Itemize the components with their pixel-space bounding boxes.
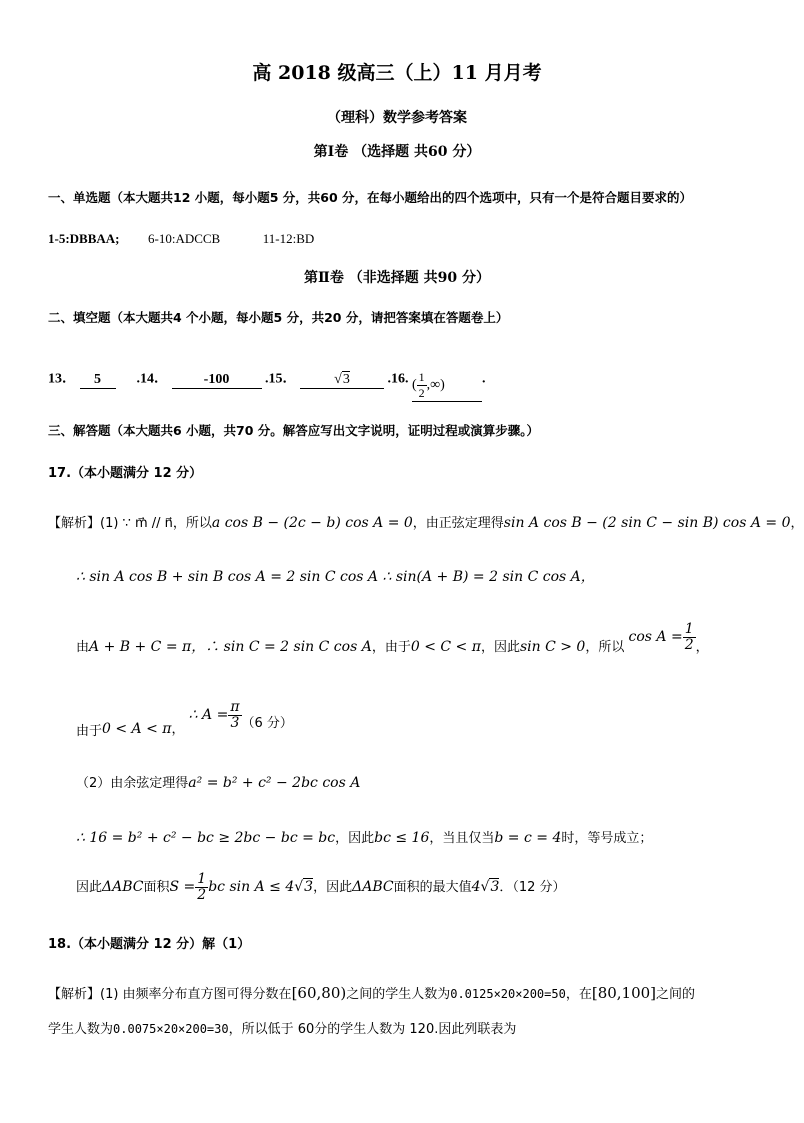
q17-line-2: ∴ sin A cos B + sin B cos A = 2 sin C cos A ∴ sin(A + B) = 2 sin C cos A， bbox=[76, 569, 595, 585]
q13-answer: 5 bbox=[80, 372, 116, 389]
q18-line-1: 【解析】(1) 由频率分布直方图可得分数在[60,80)之间的学生人数为0.0125×20×200=50，在[80,100]之间的 bbox=[48, 984, 696, 1002]
q17-line-6: ∴ 16 = b² + c² − bc ≥ 2bc − bc = bc，因此bc ≤ 16，当且仅当b = c = 4时，等号成立； bbox=[76, 830, 653, 846]
q17-line-3: 由A + B + C = π，∴ sin C = 2 sin C cos A，由于0 < C < π，因此sin C > 0，所以 cos A = $\frac{1}{2}$ ， bbox=[76, 621, 709, 655]
choice-answers bbox=[48, 231, 314, 247]
page-subtitle: （理科）数学参考答案 bbox=[327, 110, 467, 126]
answers-1-5: 1-5:DBBAA; bbox=[48, 231, 120, 246]
q16-answer: ( $\frac{1}{2}$ ,∞) bbox=[412, 370, 482, 402]
q17-line-4: 由于0 < A < π， ∴ A = $\frac{\pi}{3}$ （6 分） bbox=[76, 699, 293, 739]
section-2-heading: 二、填空题（本大题共4 个小题，每小题5 分，共20 分，请把答案填在答题卷上） bbox=[48, 310, 509, 325]
volume-2-heading: 第Ⅱ卷 （非选择题 共90 分） bbox=[304, 270, 490, 286]
q18-line-2: 学生人数为0.0075×20×200=30，所以低于 60分的学生人数为 120.因此列联表为 bbox=[48, 1022, 517, 1037]
section-3-heading: 三、解答题（本大题共6 小题，共70 分。解答应写出文字说明，证明过程或演算步骤。） bbox=[48, 423, 540, 438]
q17-line-5: （2）由余弦定理得a² = b² + c² − 2bc cos A bbox=[76, 775, 361, 791]
volume-1-heading: 第Ⅰ卷 （选择题 共60 分） bbox=[313, 144, 481, 160]
fill-answers: 13． 5 .14． -100 .15． √3 .16. ( $\frac{1}{2}$ ,∞) . bbox=[48, 370, 486, 400]
section-1-heading: 一、单选题（本大题共12 小题，每小题5 分，共60 分，在每小题给出的四个选项中，只有一个是符合题目要求的） bbox=[48, 190, 693, 205]
q16-label: .16. bbox=[387, 371, 409, 387]
q14-label: .14． bbox=[136, 371, 168, 387]
answers-11-12: 11-12:BD bbox=[262, 231, 315, 246]
q17-label: 17.（本小题满分 12 分） bbox=[48, 466, 203, 481]
q14-answer: -100 bbox=[172, 372, 262, 389]
q17-line-7: 因此ΔABC面积S = $\frac{1}{2}$ bc sin A ≤ 4√3，因此ΔABC面积的最大值4√3．（12 分） bbox=[76, 871, 566, 903]
q18-label: 18.（本小题满分 12 分）解（1） bbox=[48, 937, 251, 952]
answers-6-10: 6-10:ADCCB bbox=[148, 231, 221, 246]
page-title: 高 2018 级高三（上）11 月月考 bbox=[252, 62, 542, 84]
q17-line-1: 【解析】(1) ∵ m⃗ // n⃗，所以a cos B − (2c − b) cos A = 0，由正弦定理得sin A cos B − (2 sin C − sin B) cos A = 0， bbox=[48, 515, 804, 531]
q15-label: .15． bbox=[265, 371, 297, 387]
q13-label: 13． bbox=[48, 371, 76, 387]
q15-answer: √3 bbox=[300, 372, 384, 389]
